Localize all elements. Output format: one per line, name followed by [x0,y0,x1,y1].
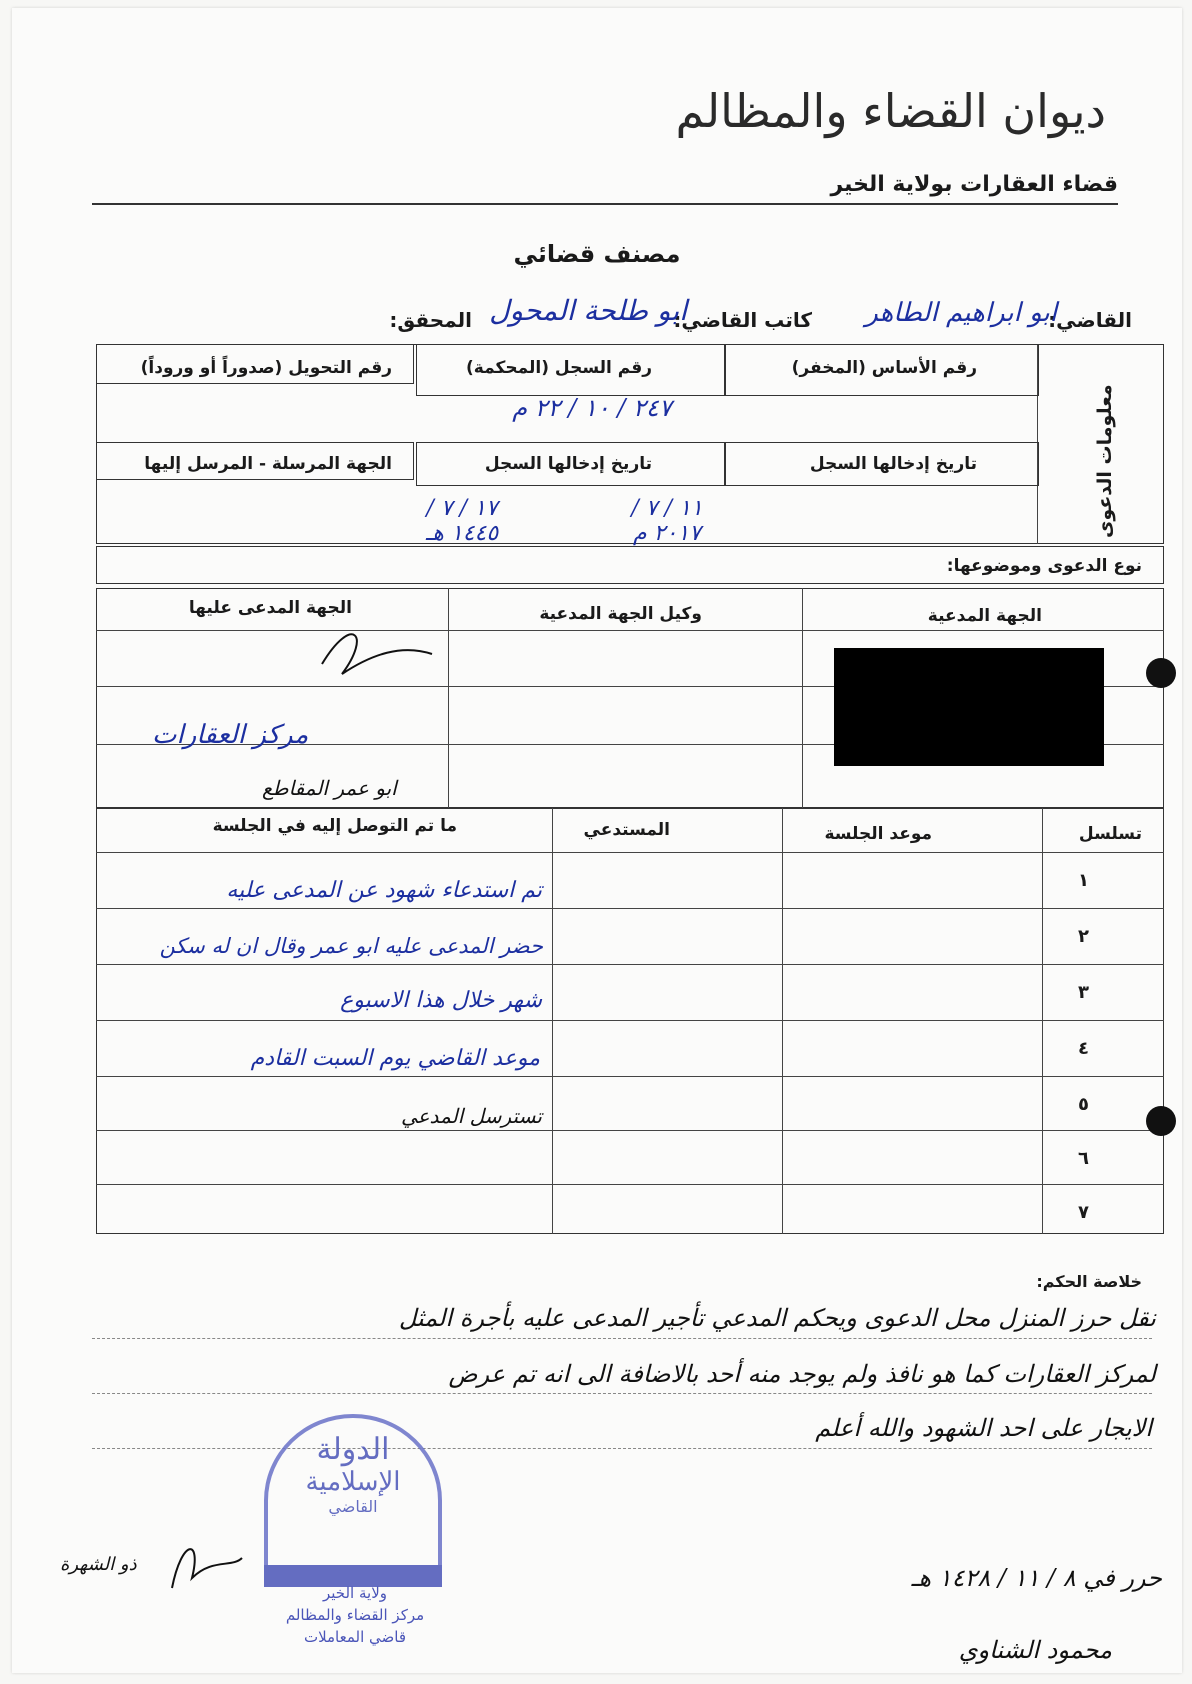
parties-divider-1 [448,588,449,808]
parties-divider-2 [802,588,803,808]
document-title: مصنف قضائي [513,240,681,268]
stamp-line-1: الدولة [316,1432,390,1467]
serial-4: ٤ [1078,1038,1089,1059]
sender-date-value: ١٧ / ٧ / ١٤٤٥ هـ [425,496,499,546]
witness-label: ذو الشهرة [60,1554,137,1575]
transfer-number-header: رقم التحويل (صدوراً أو وروداً) [140,358,392,378]
stamp-line-3: القاضي [328,1497,378,1516]
stamp-caption-1: ولاية الخير [322,1584,387,1602]
document-date: حرر في ٨ / ١١ / ١٤٢٨ هـ [911,1564,1162,1592]
entry-date-value: ١١ / ٧ / ٢٠١٧ م [631,496,703,546]
official-stamp [264,1414,442,1587]
clerk-value: ابو طلحة المحول [489,294,687,327]
header-divider [92,203,1118,205]
serial-1: ١ [1078,870,1089,891]
binder-hole-bottom [1146,1106,1176,1136]
judge-label: القاضي: [1048,308,1132,332]
session-note-3: شهر خلال هذا الاسبوع [340,988,542,1013]
defendant-signature [312,624,442,694]
document-page [12,8,1182,1673]
session-line-5 [96,1130,1164,1131]
caller-header: المستدعي [583,820,670,840]
redaction-block [834,648,1104,766]
sessions-header-line [96,852,1164,853]
defendant-header: الجهة المدعى عليها [188,598,352,618]
parties-row-line-1 [96,630,1164,631]
investigator-label: المحقق: [389,308,472,332]
register-number-header: رقم السجل (المحكمة) [465,358,652,378]
stamp-caption-2: مركز القضاء والمظالم [285,1606,425,1624]
defendant-value-2: ابو عمر المقاطع [262,776,397,800]
verdict-line-1 [92,1338,1152,1339]
session-line-6 [96,1184,1164,1185]
plaintiff-agent-header: وكيل الجهة المدعية [539,604,702,624]
signatory-name: محمود الشناوي [958,1636,1112,1664]
session-line-3 [96,1020,1164,1021]
base-number-header: رقم الأساس (المخفر) [791,358,977,378]
verdict-label: خلاصة الحكم: [1036,1272,1142,1291]
session-line-1 [96,908,1164,909]
verdict-line-2 [92,1393,1152,1394]
sessions-divider-3 [552,808,553,1234]
serial-7: ٧ [1078,1202,1089,1223]
register-number-value: ٢٤٧ / ١٠ / ٢٢ م [512,394,672,422]
defendant-value: مركز العقارات [152,720,309,750]
serial-2: ٢ [1078,926,1089,947]
session-note-5: تسترسل المدعي [400,1104,542,1128]
entry-date-header-2: تاريخ إدخالها السجل [484,454,652,474]
serial-6: ٦ [1078,1148,1089,1169]
sessions-divider-2 [782,808,783,1234]
witness-signature [162,1528,252,1608]
session-note-2: حضر المدعى عليه ابو عمر وقال ان له سكن [159,934,543,958]
verdict-text-2: لمركز العقارات كما هو نافذ ولم يوجد منه أحد بالاضافة الى انه تم عرض [448,1360,1156,1388]
serial-header: تسلسل [1078,824,1142,844]
session-note-4: موعد القاضي يوم السبت القادم [250,1046,540,1071]
session-date-header: موعد الجلسة [824,824,932,844]
session-outcome-header: ما تم التوصل إليه في الجلسة [212,816,457,836]
plaintiff-header: الجهة المدعية [927,606,1042,626]
session-line-4 [96,1076,1164,1077]
binder-hole-top [1146,658,1176,688]
serial-5: ٥ [1078,1094,1089,1115]
case-type-label: نوع الدعوى وموضوعها: [946,556,1142,576]
session-note-1: تم استدعاء شهود عن المدعى عليه [226,878,542,903]
clerk-label: كاتب القاضي: [673,308,812,332]
serial-3: ٣ [1078,982,1089,1003]
stamp-line-2: الإسلامية [305,1467,401,1497]
sessions-table [96,808,1164,1234]
verdict-line-3 [92,1448,1152,1449]
verdict-text-3: الايجار على احد الشهود والله أعلم [815,1414,1152,1442]
stamp-caption-3: قاضي المعاملات [303,1628,407,1646]
court-subtitle: قضاء العقارات بولاية الخير [830,172,1118,197]
case-info-side-label: معلومات الدعوى [1094,384,1116,538]
sender-receiver-header: الجهة المرسلة - المرسل إليها [144,454,392,474]
diwan-title: ديوان القضاء والمظالم [675,84,1106,138]
sessions-divider-1 [1042,808,1043,1234]
judge-value: ابو ابراهيم الطاهر [865,298,1057,328]
verdict-text-1: نقل حرز المنزل محل الدعوى ويحكم المدعي تأجير المدعى عليه بأجرة المثل [398,1304,1156,1332]
session-line-2 [96,964,1164,965]
entry-date-header-1: تاريخ إدخالها السجل [809,454,977,474]
